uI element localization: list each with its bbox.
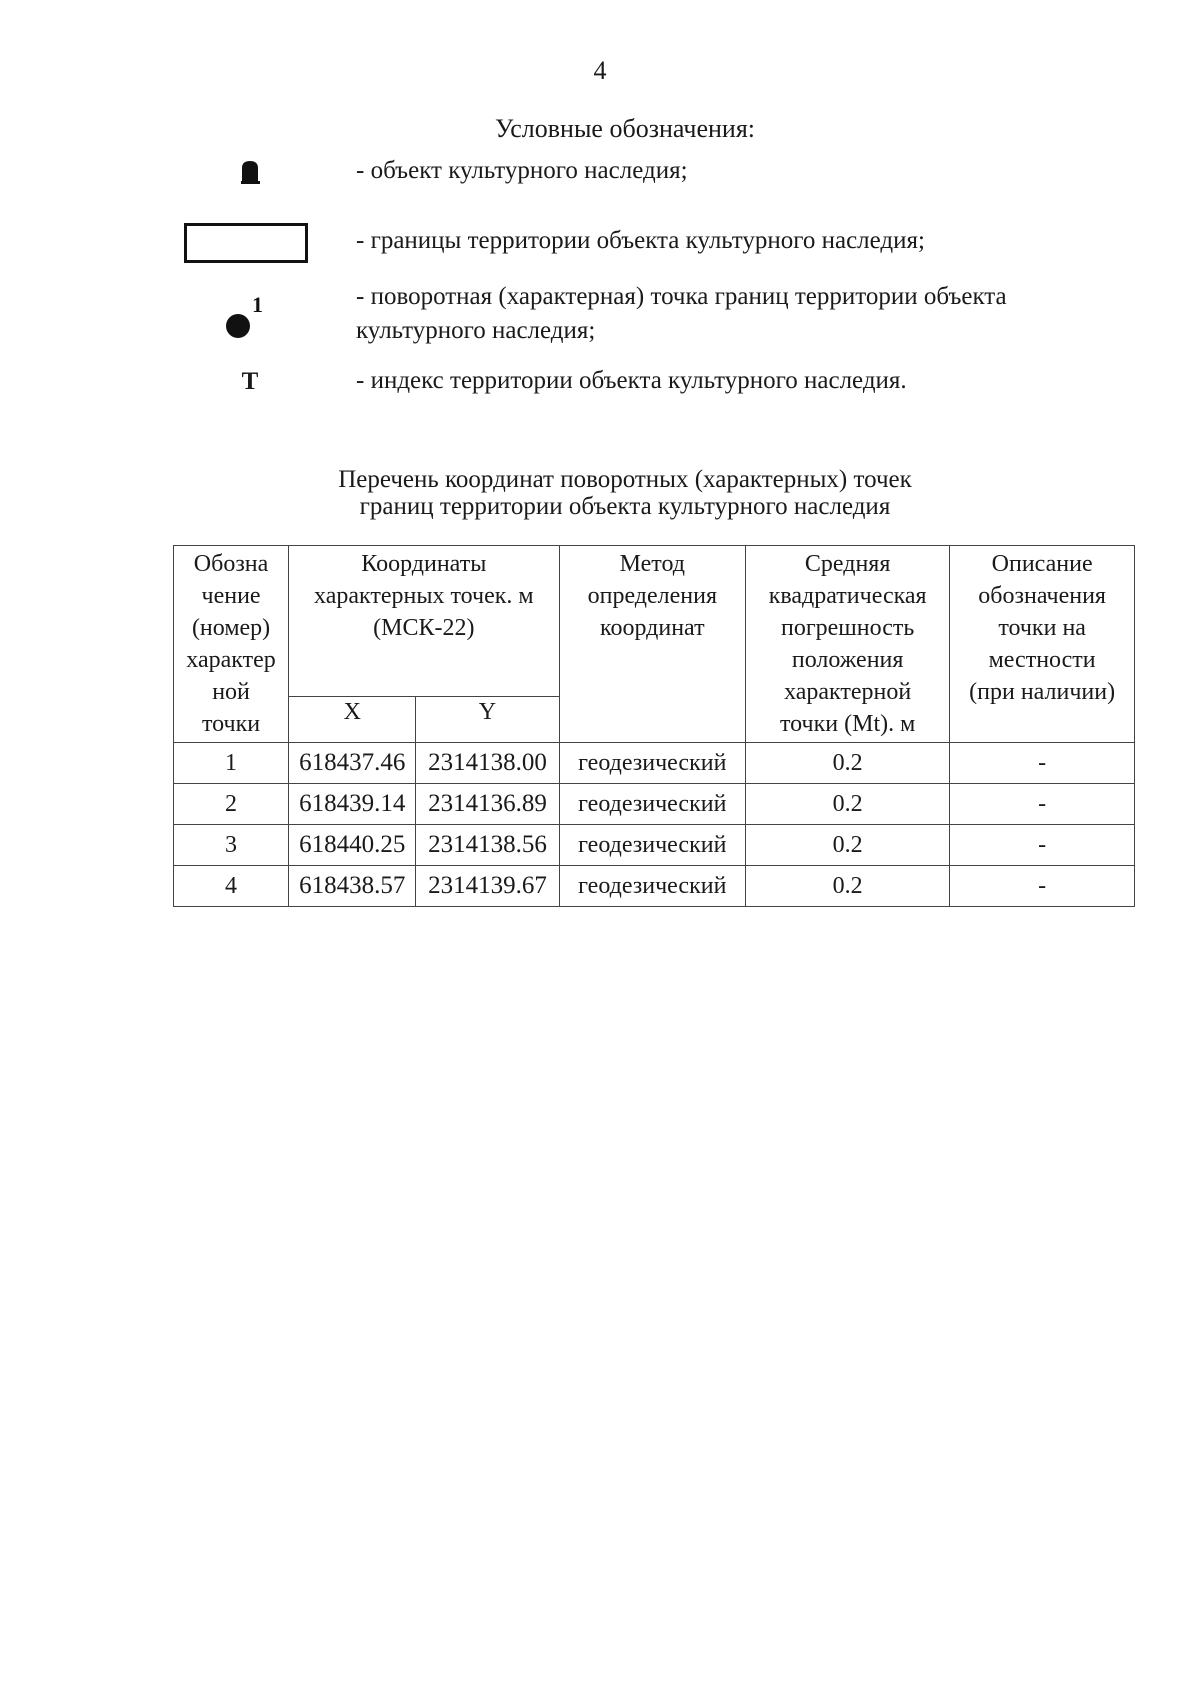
cell-y: 2314138.00 xyxy=(416,743,559,784)
table-row xyxy=(174,866,1135,907)
territory-boundary-icon xyxy=(184,223,308,263)
header-line: Метод xyxy=(619,551,685,577)
header-line: характер xyxy=(186,647,276,673)
cell-x: 618439.14 xyxy=(289,784,416,825)
table-row xyxy=(174,784,1135,825)
table-header-row xyxy=(174,546,1135,697)
cell-method: геодезический xyxy=(559,784,746,825)
legend-title: Условные обозначения: xyxy=(494,114,756,143)
cell-x: 618440.25 xyxy=(289,825,416,866)
header-line: определения xyxy=(587,583,717,609)
header-line: ной xyxy=(212,679,250,705)
cell-description: - xyxy=(950,825,1135,866)
cell-point-number: 3 xyxy=(174,825,289,866)
header-x: X xyxy=(289,696,416,742)
header-line: местности xyxy=(988,647,1096,673)
header-line: точки (Mt). м xyxy=(780,711,916,737)
legend-text: - индекс территории объекта культурного наследия. xyxy=(356,367,907,394)
cell-description: - xyxy=(950,866,1135,907)
header-line: точки на xyxy=(998,615,1086,641)
legend-text: - границы территории объекта культурного наследия; xyxy=(356,227,925,254)
cell-mt: 0.2 xyxy=(746,825,950,866)
header-line: (при наличии) xyxy=(969,679,1116,705)
header-y: Y xyxy=(416,696,559,742)
cell-y: 2314136.89 xyxy=(416,784,559,825)
header-line: положения xyxy=(791,647,904,673)
table-title-line1: Перечень координат поворотных (характерных) точек xyxy=(338,466,912,493)
header-line: Обозна xyxy=(193,551,269,577)
cell-x: 618437.46 xyxy=(289,743,416,784)
cell-mt: 0.2 xyxy=(746,743,950,784)
cell-point-number: 1 xyxy=(174,743,289,784)
turning-point-label: 1 xyxy=(252,296,263,317)
header-line: Описание xyxy=(991,551,1093,577)
cell-y: 2314139.67 xyxy=(416,866,559,907)
cell-y: 2314138.56 xyxy=(416,825,559,866)
table-row xyxy=(174,743,1135,784)
cell-method: геодезический xyxy=(559,743,746,784)
table-title xyxy=(0,466,1200,520)
cultural-heritage-object-icon xyxy=(240,160,260,184)
header-line: координат xyxy=(600,615,705,641)
cell-mt: 0.2 xyxy=(746,784,950,825)
page-number: 4 xyxy=(593,56,607,85)
header-description xyxy=(950,546,1135,743)
legend-text: - объект культурного наследия; xyxy=(356,157,688,184)
table-row xyxy=(174,825,1135,866)
cell-point-number: 2 xyxy=(174,784,289,825)
cell-description: - xyxy=(950,784,1135,825)
header-line: (МСК-22) xyxy=(373,615,475,641)
header-line: обозначения xyxy=(978,583,1106,609)
header-designation xyxy=(174,546,289,743)
header-line: точки xyxy=(201,711,261,737)
cell-x: 618438.57 xyxy=(289,866,416,907)
header-line: погрешность xyxy=(780,615,915,641)
header-line: характерной xyxy=(784,679,912,705)
header-line: (номер) xyxy=(191,615,271,641)
territory-index-icon: Т xyxy=(241,368,259,395)
table-title-line2: границ территории объекта культурного наследия xyxy=(359,493,891,520)
header-line: чение xyxy=(201,583,261,609)
cell-description: - xyxy=(950,743,1135,784)
cell-mt: 0.2 xyxy=(746,866,950,907)
legend-text: - поворотная (характерная) точка границ территории объекта культурного наследия; xyxy=(356,283,1007,344)
header-line: характерных точек. м xyxy=(314,583,534,609)
cell-method: геодезический xyxy=(559,825,746,866)
header-line: Координаты xyxy=(361,551,487,577)
header-method xyxy=(559,546,746,743)
cell-point-number: 4 xyxy=(174,866,289,907)
coordinates-table xyxy=(173,545,1135,907)
header-mean-error xyxy=(746,546,950,743)
cell-method: геодезический xyxy=(559,866,746,907)
header-coordinates xyxy=(289,546,559,697)
header-line: Средняя xyxy=(804,551,891,577)
turning-point-icon xyxy=(224,296,274,340)
header-line: квадратическая xyxy=(768,583,927,609)
